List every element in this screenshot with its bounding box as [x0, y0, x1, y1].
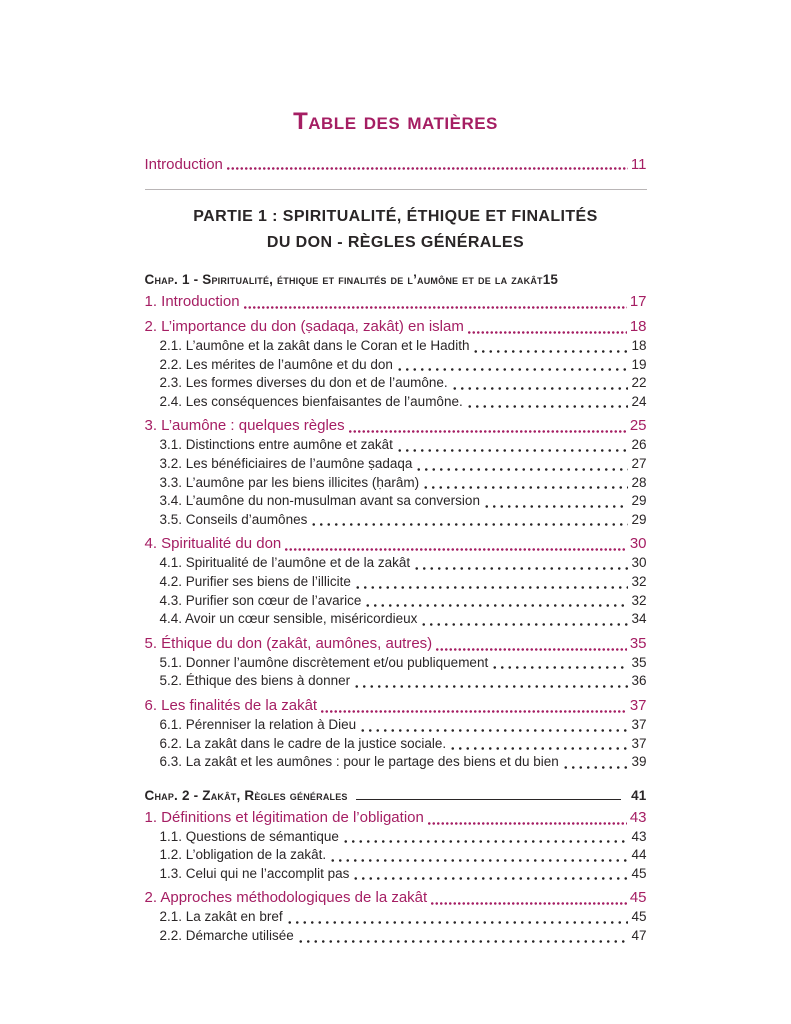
- dot-leader: [491, 654, 628, 673]
- toc-entry: [145, 356, 647, 375]
- toc-entry: [145, 317, 647, 337]
- page-number: 37: [631, 716, 647, 732]
- dot-leader: [352, 865, 628, 884]
- dot-leader: [353, 672, 628, 691]
- page-number: 45: [629, 889, 647, 907]
- dot-leader: [449, 735, 628, 754]
- page-number: 19: [631, 356, 647, 372]
- page-number: 15: [542, 272, 559, 287]
- toc-entry: [145, 292, 647, 312]
- toc-entry: [145, 416, 647, 436]
- toc-entry: [145, 634, 647, 654]
- dot-leader: [483, 492, 629, 511]
- part-title-line2: DU DON - RÈGLES GÉNÉRALES: [266, 234, 525, 251]
- page-number: 34: [631, 611, 647, 627]
- entry-label: 6.3. La zakât et les aumônes : pour le partage des biens et du bien: [159, 754, 559, 770]
- entry-label: 1. Définitions et légitimation de l’obligation: [144, 808, 424, 826]
- toc-entry: [145, 828, 647, 847]
- toc-entry: [145, 554, 647, 573]
- entry-label: 2. L’importance du don (ṣadaqa, zakât) en islam: [144, 318, 464, 335]
- dot-leader: [430, 888, 627, 908]
- toc-entry: [145, 337, 647, 356]
- page-title: Table des matières: [293, 108, 498, 135]
- page-number: 36: [631, 673, 647, 689]
- entry-label: 1.1. Questions de sémantique: [159, 828, 339, 844]
- dot-leader: [329, 846, 628, 865]
- part-title-line1: PARTIE 1 : SPIRITUALITÉ, ÉTHIQUE ET FINALITÉS: [193, 208, 598, 225]
- toc-entry-introduction: [145, 156, 647, 173]
- entry-label: 1. Introduction: [144, 293, 240, 310]
- toc-entry: [145, 696, 647, 716]
- dot-leader: [435, 634, 627, 654]
- toc-entry: [145, 374, 647, 393]
- toc-entry: [145, 393, 647, 412]
- entry-label: 3.2. Les bénéficiaires de l’aumône ṣadaqa: [159, 455, 413, 471]
- entry-label: 3.5. Conseils d’aumônes: [159, 511, 308, 527]
- entry-label: 4.1. Spiritualité de l’aumône et de la zakât: [159, 555, 411, 571]
- dot-leader: [427, 808, 627, 828]
- entry-label: 3.1. Distinctions entre aumône et zakât: [159, 437, 393, 453]
- entry-label: 2.1. L’aumône et la zakât dans le Coran et le Hadith: [159, 338, 470, 353]
- entry-label: 2.2. Démarche utilisée: [159, 928, 294, 944]
- page-number: 43: [631, 828, 647, 844]
- chapter-block: [145, 272, 647, 772]
- dot-leader: [364, 592, 628, 611]
- entry-label: 6. Les finalités de la zakât: [144, 696, 318, 714]
- separator-line: [145, 189, 647, 190]
- dot-leader: [451, 374, 629, 393]
- dot-leader: [415, 455, 628, 474]
- dot-leader: [420, 610, 628, 629]
- dot-leader: [226, 156, 628, 173]
- toc-entry: [145, 865, 647, 884]
- page-number: 22: [631, 375, 647, 391]
- toc-entry: [145, 436, 647, 455]
- chapter-heading: [145, 272, 647, 287]
- entry-label: 1.3. Celui qui ne l’accomplit pas: [159, 865, 350, 881]
- dot-leader: [467, 317, 627, 337]
- page-number: 39: [631, 754, 647, 770]
- chapter-heading: [145, 788, 647, 803]
- toc-entry: [145, 846, 647, 865]
- toc-entry: [145, 492, 647, 511]
- chapter-label: Chap. 1 - Spiritualité, éthique et finalités de l’aumône et de la zakât: [144, 272, 543, 287]
- entry-label: 2.3. Les formes diverses du don et de l’aumône.: [159, 375, 448, 391]
- dot-leader: [297, 927, 629, 946]
- page-number: 11: [630, 156, 647, 173]
- dot-leader: [354, 573, 629, 592]
- page-number: 35: [629, 634, 647, 652]
- chapter-label: Chap. 2 - Zakât, Règles générales: [144, 787, 348, 803]
- page-number: 41: [631, 787, 647, 803]
- dot-leader: [342, 828, 629, 847]
- entry-label: 5.2. Éthique des biens à donner: [159, 673, 351, 689]
- toc-entry: [145, 455, 647, 474]
- entry-label: 3.3. L’aumône par les biens illicites (ḥarâm): [159, 474, 420, 490]
- line-leader: [356, 799, 621, 800]
- toc-entry: [145, 511, 647, 530]
- page-number: 27: [631, 455, 647, 471]
- entry-label: 4.2. Purifier ses biens de l’illicite: [159, 573, 351, 589]
- part-title: [145, 204, 647, 256]
- page-number: 35: [631, 654, 647, 670]
- page-number: 32: [631, 573, 647, 589]
- page-number: 30: [629, 535, 647, 553]
- page-number: 24: [631, 393, 647, 409]
- toc-entry: [145, 573, 647, 592]
- dot-leader: [243, 292, 627, 312]
- dot-leader: [396, 356, 629, 375]
- page-number: 43: [629, 808, 647, 826]
- page-number: 29: [631, 511, 647, 527]
- toc-entry: [145, 534, 647, 554]
- page-number: 37: [629, 696, 647, 714]
- dot-leader: [422, 474, 628, 493]
- dot-leader: [413, 554, 628, 573]
- dot-leader: [284, 534, 627, 554]
- toc-entry: [145, 908, 647, 927]
- dot-leader: [396, 436, 629, 455]
- page-number: 45: [631, 909, 647, 925]
- page-number: 18: [629, 318, 647, 335]
- page-number: 26: [631, 437, 647, 453]
- entry-label: 6.1. Pérenniser la relation à Dieu: [159, 716, 357, 732]
- chapter-block: [145, 788, 647, 946]
- toc-entry: [145, 753, 647, 772]
- page-number: 32: [631, 592, 647, 608]
- toc-entry: [145, 735, 647, 754]
- page-number: 29: [631, 493, 647, 509]
- entry-label: 3. L’aumône : quelques règles: [144, 417, 345, 435]
- entry-label: 2.1. La zakât en bref: [159, 909, 283, 925]
- entry-label: 4.4. Avoir un cœur sensible, miséricordieux: [159, 611, 418, 627]
- page-number: 45: [631, 865, 647, 881]
- toc-entry: [145, 716, 647, 735]
- dot-leader: [310, 511, 628, 530]
- page-number: 30: [631, 555, 647, 571]
- toc-entry: [145, 672, 647, 691]
- page-number: 44: [631, 847, 647, 863]
- dot-leader: [348, 416, 627, 436]
- toc-entry: [145, 592, 647, 611]
- toc-entry: [145, 888, 647, 908]
- page-number: 17: [629, 293, 647, 310]
- dot-leader: [562, 753, 629, 772]
- dot-leader: [286, 908, 629, 927]
- entry-label: 2.2. Les mérites de l’aumône et du don: [159, 356, 393, 372]
- toc-entry: [145, 808, 647, 828]
- entry-label: 2.4. Les conséquences bienfaisantes de l’aumône.: [159, 393, 463, 409]
- page-number: 25: [629, 417, 647, 435]
- dot-leader: [466, 393, 629, 412]
- page-number: 47: [631, 928, 647, 944]
- page-number: 37: [631, 735, 647, 751]
- entry-label: 1.2. L’obligation de la zakât.: [159, 847, 327, 863]
- toc-entry: [145, 927, 647, 946]
- dot-leader: [472, 337, 628, 356]
- entry-label: 5. Éthique du don (zakât, aumônes, autres): [144, 634, 433, 652]
- chapter-list: [145, 272, 647, 946]
- entry-label: 2. Approches méthodologiques de la zakât: [144, 889, 428, 907]
- entry-label: 5.1. Donner l’aumône discrètement et/ou publiquement: [159, 654, 489, 670]
- page-number: 28: [631, 474, 647, 490]
- dot-leader: [359, 716, 628, 735]
- entry-label: 6.2. La zakât dans le cadre de la justice sociale.: [159, 735, 447, 751]
- toc-page: [145, 0, 647, 946]
- dot-leader: [320, 696, 627, 716]
- entry-label: Introduction: [144, 156, 223, 173]
- toc-entry: [145, 654, 647, 673]
- entry-label: 4. Spiritualité du don: [144, 535, 282, 553]
- entry-label: 3.4. L’aumône du non-musulman avant sa conversion: [159, 493, 480, 509]
- page-number: 18: [631, 338, 647, 353]
- entry-label: 4.3. Purifier son cœur de l’avarice: [159, 592, 362, 608]
- toc-entry: [145, 610, 647, 629]
- toc-entry: [145, 474, 647, 493]
